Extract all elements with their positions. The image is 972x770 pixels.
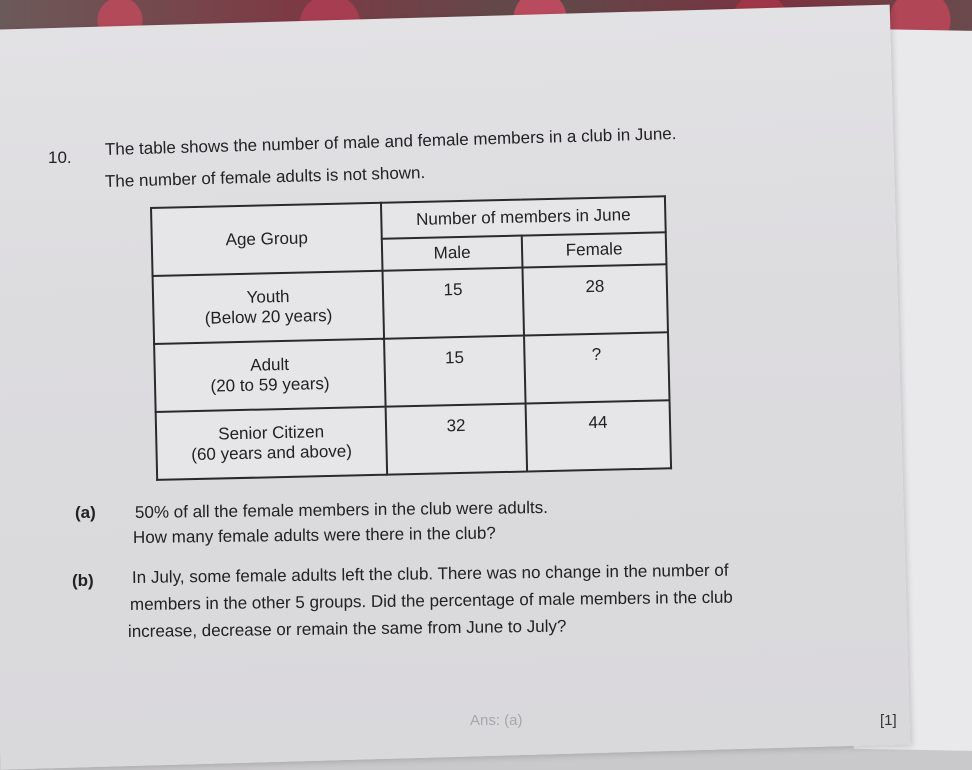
age-group-range: (20 to 59 years) — [210, 373, 330, 396]
age-group-cell — [156, 407, 387, 480]
part-a-line1: 50% of all the female members in the club were adults. — [134, 497, 549, 522]
part-a-label: (a) — [75, 503, 96, 522]
question-intro-line1: The table shows the number of male and female members in a club in June. — [104, 124, 677, 159]
male-count-cell: 32 — [386, 404, 528, 475]
header-male: Male — [382, 236, 523, 271]
question-number: 10. — [48, 148, 72, 167]
male-count-cell: 15 — [383, 268, 525, 339]
members-table-wrapper — [150, 195, 672, 481]
age-group-range: (60 years and above) — [191, 441, 353, 465]
part-a-line2: How many female adults were there in the club? — [132, 523, 496, 547]
marks-indicator: [1] — [880, 712, 897, 729]
age-group-name: Youth — [246, 286, 290, 307]
age-group-name: Senior Citizen — [218, 422, 325, 444]
part-b-line2: members in the other 5 groups. Did the percentage of male members in the club — [129, 587, 733, 614]
female-count-cell: ? — [524, 332, 670, 403]
table-row — [153, 264, 668, 344]
female-count-cell: 44 — [526, 400, 672, 471]
members-table — [150, 195, 672, 481]
header-female: Female — [522, 232, 667, 267]
answer-line-text: Ans: (a) — [470, 712, 523, 729]
part-b-line3: increase, decrease or remain the same from June to July? — [127, 616, 567, 641]
male-count-cell: 15 — [384, 336, 526, 407]
table-row — [154, 332, 669, 412]
part-b-line1: In July, some female adults left the club. There was no change in the number of — [131, 560, 729, 587]
header-age-group: Age Group — [151, 203, 382, 276]
age-group-name: Adult — [250, 354, 290, 375]
header-members-in-june: Number of members in June — [381, 196, 666, 238]
part-b-label: (b) — [72, 571, 94, 590]
age-group-range: (Below 20 years) — [204, 305, 333, 328]
female-count-cell: 28 — [522, 264, 668, 335]
question-intro-line2: The number of female adults is not shown. — [104, 163, 426, 191]
age-group-cell — [153, 271, 384, 344]
age-group-cell — [154, 339, 385, 412]
table-row — [156, 400, 671, 480]
